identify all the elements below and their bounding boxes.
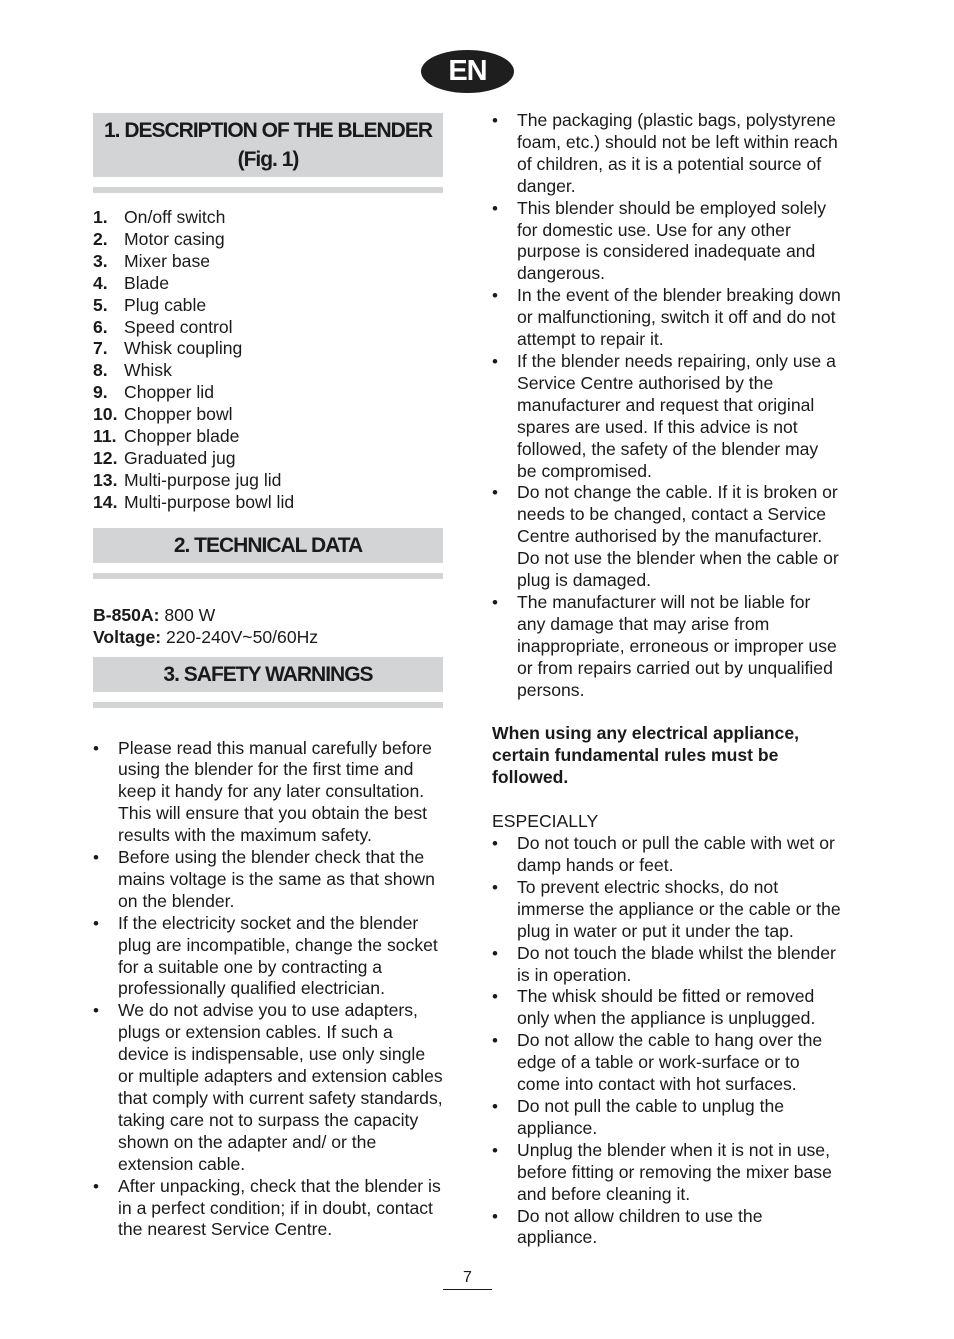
list-item: • After unpacking, check that the blender is in a perfect condition; if in doubt, contact the nearest Service Centre. xyxy=(93,1176,443,1242)
fundamental-rules-note: When using any electrical appliance, certain fundamental rules must be followed. xyxy=(492,723,800,788)
part-number: 3. xyxy=(93,250,108,271)
list-item: • If the electricity socket and the blender plug are incompatible, change the socket for a suitable one by contracting a professionally qualified electrician. xyxy=(93,913,443,1001)
part-number: 1. xyxy=(93,207,108,227)
list-item xyxy=(93,492,443,514)
part-label: Mixer base xyxy=(124,250,211,271)
list-item xyxy=(93,295,443,317)
list-item: • Do not allow children to use the appliance. xyxy=(492,1206,842,1250)
list-item: • The whisk should be fitted or removed only when the appliance is unplugged. xyxy=(492,986,842,1030)
part-label: Whisk xyxy=(124,360,172,381)
list-item: • The manufacturer will not be liable for any damage that may arise from inappropriate, erroneous or improper use or from repairs carried out by unqualified persons. xyxy=(492,592,842,702)
part-number: 8. xyxy=(93,360,108,381)
safety-warnings-list-continued xyxy=(492,110,842,701)
list-item xyxy=(93,338,443,360)
page-number: 7 xyxy=(443,1268,492,1290)
part-label: Whisk coupling xyxy=(124,338,243,359)
especially-label: ESPECIALLY xyxy=(492,811,599,832)
list-item: • Before using the blender check that the mains voltage is the same as that shown on the blender. xyxy=(93,847,443,913)
part-number: 6. xyxy=(93,316,108,337)
part-number: 11. xyxy=(93,426,117,447)
part-number: 13. xyxy=(93,469,118,490)
list-item: • The packaging (plastic bags, polystyrene foam, etc.) should not be left within reach of children, as it is a potential source of danger. xyxy=(492,110,842,198)
part-number: 9. xyxy=(93,382,108,403)
section-heading-description xyxy=(93,113,443,177)
list-item: • Do not touch the blade whilst the blender is in operation. xyxy=(492,943,842,987)
part-number: 4. xyxy=(93,272,108,293)
list-item xyxy=(93,470,443,492)
section-divider xyxy=(93,573,443,579)
part-label: Chopper blade xyxy=(124,426,240,447)
part-label: Multi-purpose jug lid xyxy=(124,469,282,490)
list-item: • We do not advise you to use adapters, plugs or extension cables. If such a device is indispensable, use only single or multiple adapters and extension cables that comply with current safety standards, taking care not to surpass the capacity shown on the adapter and/ or the extension cable. xyxy=(93,1000,443,1175)
model-label: B-850A: xyxy=(93,604,160,625)
section-divider xyxy=(93,702,443,708)
list-item: • Unplug the blender when it is not in use, before fitting or removing the mixer base and before cleaning it. xyxy=(492,1140,842,1206)
safety-warnings-list xyxy=(93,738,443,1242)
list-item xyxy=(93,426,443,448)
section-heading-technical-data xyxy=(93,528,443,563)
language-badge: EN xyxy=(421,50,514,93)
part-label: Speed control xyxy=(124,316,233,337)
part-label: Chopper lid xyxy=(124,382,214,403)
section-heading-line: 3. SAFETY WARNINGS xyxy=(163,662,373,686)
part-number: 10. xyxy=(93,404,118,425)
part-label: Graduated jug xyxy=(124,447,236,468)
part-label: Multi-purpose bowl lid xyxy=(124,491,295,512)
voltage-value: 220-240V~50/60Hz xyxy=(161,626,319,647)
part-number: 14. xyxy=(93,491,118,512)
part-label: Chopper bowl xyxy=(124,404,233,425)
list-item xyxy=(93,207,443,229)
list-item xyxy=(93,448,443,470)
list-item: • Please read this manual carefully before using the blender for the first time and keep it handy for any later consultation. This will ensure that you obtain the best results with the maximum safety. xyxy=(93,738,443,848)
part-number: 2. xyxy=(93,228,108,249)
list-item xyxy=(93,251,443,273)
list-item xyxy=(93,317,443,339)
list-item: • To prevent electric shocks, do not immerse the appliance or the cable or the plug in water or put it under the tap. xyxy=(492,877,842,943)
right-column xyxy=(492,110,842,1249)
list-item xyxy=(93,360,443,382)
voltage-line xyxy=(93,627,443,649)
left-column xyxy=(93,113,443,1241)
section-divider xyxy=(93,187,443,193)
section-heading-line: 2. TECHNICAL DATA xyxy=(173,533,363,557)
parts-list xyxy=(93,207,443,514)
list-item xyxy=(93,229,443,251)
part-label: Plug cable xyxy=(124,294,207,315)
part-label: On/off switch xyxy=(124,207,226,227)
list-item xyxy=(93,404,443,426)
voltage-label: Voltage: xyxy=(93,626,162,647)
model-value: 800 W xyxy=(159,604,216,625)
part-label: Blade xyxy=(124,272,169,293)
list-item: • Do not touch or pull the cable with wet or damp hands or feet. xyxy=(492,833,842,877)
section-heading-line: (Fig. 1) xyxy=(237,148,299,171)
list-item: • In the event of the blender breaking down or malfunctioning, switch it off and do not attempt to repair it. xyxy=(492,285,842,351)
technical-data xyxy=(93,605,443,649)
list-item: • This blender should be employed solely for domestic use. Use for any other purpose is considered inadequate and dangerous. xyxy=(492,198,842,286)
list-item: • Do not pull the cable to unplug the appliance. xyxy=(492,1096,842,1140)
list-item: • Do not change the cable. If it is broken or needs to be changed, contact a Service Centre authorised by the manufacturer. Do not use the blender when the cable or plug is damaged. xyxy=(492,482,842,592)
list-item: • If the blender needs repairing, only use a Service Centre authorised by the manufacturer and request that original spares are used. If this advice is not followed, the safety of the blender may be compromised. xyxy=(492,351,842,482)
section-heading-safety-warnings xyxy=(93,657,443,692)
especially-list xyxy=(492,833,842,1249)
part-number: 12. xyxy=(93,447,118,468)
part-label: Motor casing xyxy=(124,228,225,249)
list-item xyxy=(93,382,443,404)
list-item: • Do not allow the cable to hang over the edge of a table or work-surface or to come into contact with hot surfaces. xyxy=(492,1030,842,1096)
model-line xyxy=(93,605,443,627)
section-heading-line: 1. DESCRIPTION OF THE BLENDER xyxy=(103,119,433,142)
list-item xyxy=(93,273,443,295)
part-number: 7. xyxy=(93,338,108,359)
part-number: 5. xyxy=(93,294,108,315)
